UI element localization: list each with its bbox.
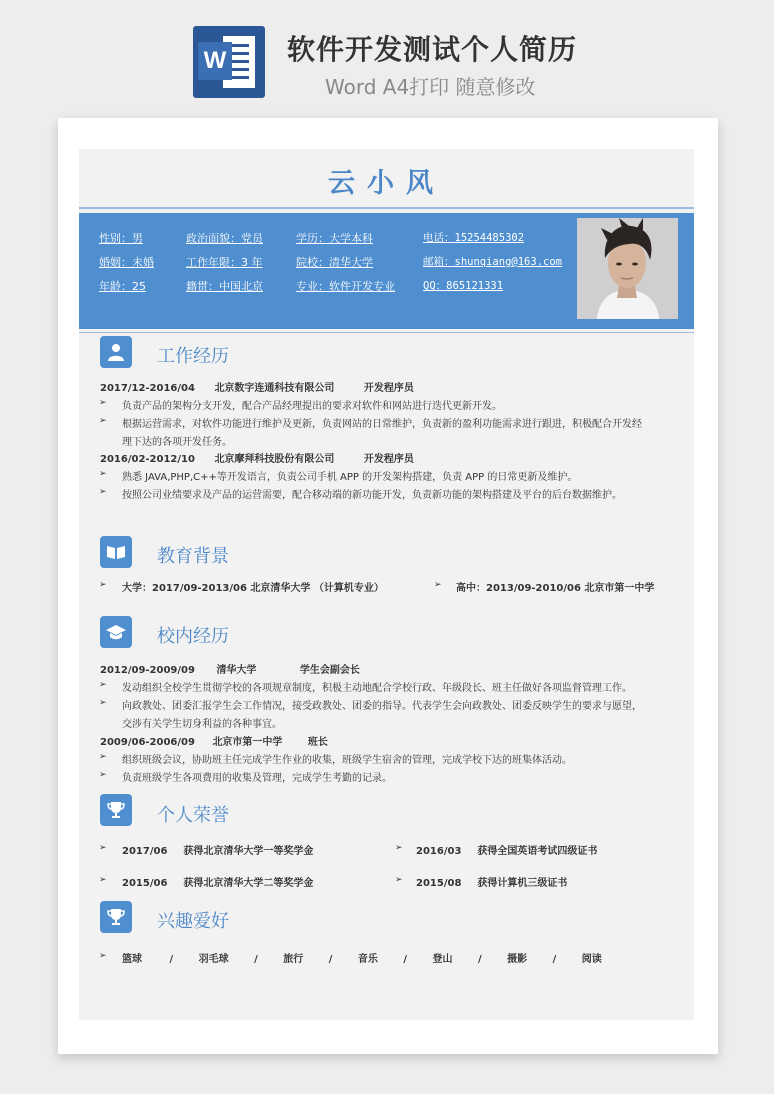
bullet-icon: ➢: [99, 398, 107, 408]
job-1-duty-2-cont: 理下达的各项开发任务。: [122, 437, 232, 448]
campus-1-duty-2-cont: 交涉有关学生切身利益的各种事宜。: [122, 719, 282, 730]
campus-1-duty-1: 发动组织全校学生贯彻学校的各项规章制度，积极主动地配合学校行政、年级段长、班主任做好各项监督管理工作。: [122, 683, 632, 694]
graduation-cap-icon: [100, 616, 132, 648]
job-2-duty-1: 熟悉 JAVA,PHP,C++等开发语言，负责公司手机 APP 的开发架构搭建，负责 APP 的日常更新及维护。: [122, 472, 578, 483]
bullet-icon: ➢: [99, 469, 107, 479]
trophy-icon: [100, 794, 132, 826]
person-icon: [100, 336, 132, 368]
info-school: 院校：清华大学: [296, 256, 373, 269]
bullet-icon: ➢: [99, 698, 107, 708]
campus-1-header: 2012/09-2009/09 清华大学 学生会副会长: [100, 665, 360, 676]
hobby-list: 篮球 / 羽毛球 / 旅行 / 音乐 / 登山 / 摄影 / 阅读: [122, 954, 602, 965]
profile-photo: [577, 218, 678, 319]
bullet-icon: ➢: [99, 580, 107, 590]
info-phone: 电话：15254485302: [423, 232, 525, 244]
banner-title: 软件开发测试个人简历: [287, 33, 578, 66]
info-marriage: 婚姻：未婚: [99, 256, 154, 269]
bullet-icon: ➢: [99, 487, 107, 497]
info-gender: 性别：男: [99, 232, 143, 245]
word-icon-letter: W: [198, 42, 232, 80]
resume-name: 云小风: [328, 168, 445, 199]
bullet-icon: ➢: [99, 416, 107, 426]
campus-1-duty-2: 向政教处、团委汇报学生会工作情况，接受政教处、团委的指导。代表学生会向政教处、团委反映学生的要求与愿望，: [122, 701, 642, 712]
info-major: 专业：软件开发专业: [296, 280, 395, 293]
bullet-icon: ➢: [99, 770, 107, 780]
info-divider: [79, 332, 694, 333]
info-politics: 政治面貌：党员: [186, 232, 263, 245]
campus-2-duty-2: 负责班级学生各项费用的收集及管理，完成学生考勤的记录。: [122, 773, 392, 784]
banner-subtitle: Word A4打印 随意修改: [325, 75, 536, 99]
word-icon: [193, 26, 265, 98]
bullet-icon: ➢: [99, 843, 107, 853]
campus-2-header: 2009/06-2006/09 北京市第一中学 班长: [100, 737, 328, 748]
info-email[interactable]: 邮箱：shunqiang@163.com: [423, 256, 562, 268]
work-section-title: 工作经历: [157, 346, 229, 367]
info-hometown: 籍贯：中国北京: [186, 280, 263, 293]
info-panel: [79, 213, 694, 329]
top-banner: [0, 0, 774, 110]
bullet-icon: ➢: [395, 875, 403, 885]
book-icon: [100, 536, 132, 568]
bullet-icon: ➢: [99, 951, 107, 961]
honors-section-title: 个人荣誉: [157, 805, 229, 826]
info-qq: QQ：865121331: [423, 280, 504, 292]
education-university: 大学：2017/09-2013/06 北京清华大学 （计算机专业）: [122, 583, 384, 594]
bullet-icon: ➢: [99, 875, 107, 885]
honor-item: 2016/03 获得全国英语考试四级证书: [416, 846, 598, 857]
info-years: 工作年限：3 年: [186, 256, 263, 269]
info-age: 年龄：25: [99, 280, 146, 293]
campus-section-title: 校内经历: [157, 626, 229, 647]
bullet-icon: ➢: [99, 752, 107, 762]
resume-paper: [58, 118, 718, 1054]
education-section-title: 教育背景: [157, 546, 229, 567]
hobbies-section-title: 兴趣爱好: [157, 911, 229, 932]
job-1-duty-1: 负责产品的架构分支开发，配合产品经理提出的要求对软件和网站进行迭代更新开发。: [122, 401, 502, 412]
bullet-icon: ➢: [99, 680, 107, 690]
info-degree: 学历：大学本科: [296, 232, 373, 245]
campus-2-duty-1: 组织班级会议，协助班主任完成学生作业的收集，班级学生宿舍的管理，完成学校下达的班集体活动。: [122, 755, 572, 766]
name-divider: [79, 207, 694, 209]
resume-sheet: [79, 149, 694, 1020]
honor-item: 2017/06 获得北京清华大学一等奖学金: [122, 846, 314, 857]
honor-item: 2015/06 获得北京清华大学二等奖学金: [122, 878, 314, 889]
job-2-duty-2: 按照公司业绩要求及产品的运营需要，配合移动端的新功能开发，负责新功能的架构搭建及平台的后台数据维护。: [122, 490, 622, 501]
bullet-icon: ➢: [434, 580, 442, 590]
job-1-header: 2017/12-2016/04 北京数字连通科技有限公司 开发程序员: [100, 383, 414, 394]
education-highschool: 高中：2013/09-2010/06 北京市第一中学: [456, 583, 655, 594]
bullet-icon: ➢: [395, 843, 403, 853]
honor-item: 2015/08 获得计算机三级证书: [416, 878, 568, 889]
trophy-icon: [100, 901, 132, 933]
job-2-header: 2016/02-2012/10 北京摩拜科技股份有限公司 开发程序员: [100, 454, 414, 465]
job-1-duty-2: 根据运营需求，对软件功能进行维护及更新，负责网站的日常维护，负责新的盈利功能需求进行跟进，积极配合开发经: [122, 419, 642, 430]
